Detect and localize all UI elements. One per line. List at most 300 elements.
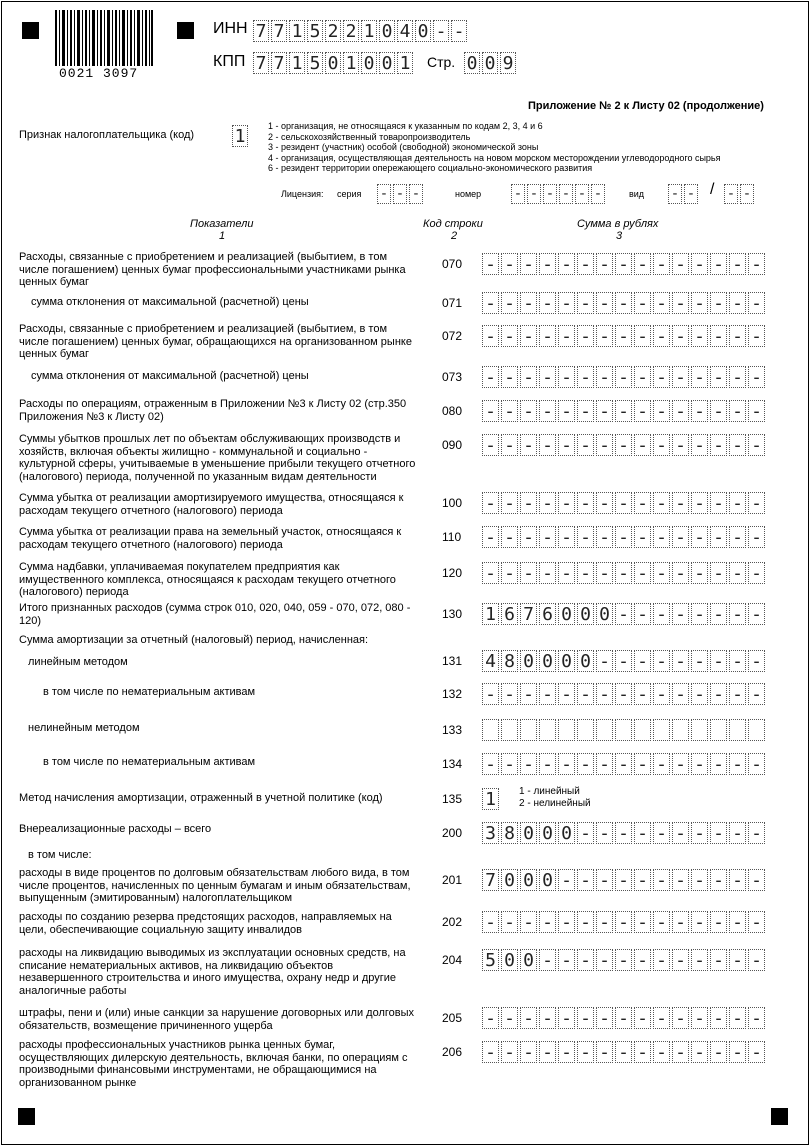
sum-cell: - (501, 526, 518, 548)
row-label: Расходы, связанные с приобретением и реализацией (выбытием, в том числе погашением) ценных бумаг, обращающихся на организованном рынке ценных бумаг (19, 323, 412, 360)
sum-cell: - (672, 822, 689, 844)
taxpayer-options (268, 121, 721, 174)
inn-label: ИНН (213, 20, 248, 37)
license-number-field[interactable] (511, 184, 607, 204)
sum-cell: 0 (520, 650, 537, 672)
sum-cell: - (558, 1041, 575, 1063)
sum-cell: - (710, 1041, 727, 1063)
row-label: в том числе по нематериальным активам (43, 756, 256, 768)
sum-cell (482, 719, 499, 741)
sum-cell: - (653, 526, 670, 548)
row-sum-field[interactable] (482, 1041, 767, 1063)
sum-cell: - (520, 753, 537, 775)
row-code: 070 (442, 257, 463, 271)
sum-cell: - (710, 366, 727, 388)
row-sum-field[interactable] (482, 1007, 767, 1029)
sum-cell: - (634, 492, 651, 514)
cell: 5 (307, 20, 323, 42)
sum-cell: - (634, 562, 651, 584)
sum-cell: - (482, 253, 499, 275)
row-code: 080 (442, 404, 463, 418)
sum-cell: - (729, 292, 746, 314)
sum-cell: - (596, 683, 613, 705)
sum-cell: - (748, 603, 765, 625)
sum-cell: - (672, 683, 689, 705)
sum-cell: - (672, 753, 689, 775)
sum-cell: - (482, 325, 499, 347)
sum-cell: - (729, 325, 746, 347)
row-sum-field[interactable] (482, 492, 767, 514)
sum-cell: - (615, 562, 632, 584)
row-code: 073 (442, 370, 463, 384)
row-label: Расходы, связанные с приобретением и реализацией (выбытием, в том числе погашением) ценных бумаг профессиональными участниками рынка ценных бумаг (19, 251, 406, 288)
license-kind-label: вид (629, 189, 645, 199)
sum-cell: - (672, 869, 689, 891)
sum-cell: - (482, 434, 499, 456)
row-sum-field[interactable] (482, 366, 767, 388)
taxpayer-label: Признак налогоплательщика (код) (19, 129, 195, 141)
sum-cell: - (501, 400, 518, 422)
row-label: расходы в виде процентов по долговым обязательствам любого вида, в том числе процентов, начисленных по ценным бумагам и иным обязательствам, выпущенным (эмитированным) налогоплательщиком (19, 867, 411, 904)
row-label: линейным методом (28, 656, 128, 668)
sum-cell: - (520, 492, 537, 514)
sum-cell: - (672, 492, 689, 514)
row-label: Сумма амортизации за отчетный (налоговый) период, начисленная: (19, 634, 369, 646)
sum-cell: 0 (558, 603, 575, 625)
row-sum-field[interactable] (482, 719, 767, 741)
sum-cell: - (634, 949, 651, 971)
sum-cell: - (653, 492, 670, 514)
corner-marker-top-right (177, 22, 194, 39)
row-sum-field[interactable] (482, 949, 767, 971)
sum-cell: 8 (501, 650, 518, 672)
sum-cell: 0 (539, 822, 556, 844)
sum-cell: - (691, 292, 708, 314)
cell: 1 (361, 20, 377, 42)
row-code: 071 (442, 296, 463, 310)
inn-field[interactable] (253, 20, 469, 42)
sum-cell: - (634, 753, 651, 775)
sum-cell: - (520, 683, 537, 705)
sum-cell: - (596, 292, 613, 314)
sum-cell: - (748, 366, 765, 388)
license-series-field[interactable] (377, 184, 425, 204)
sum-cell: - (615, 492, 632, 514)
sum-cell: - (710, 492, 727, 514)
sum-cell: - (653, 1041, 670, 1063)
sum-cell: - (748, 562, 765, 584)
sum-cell: - (615, 292, 632, 314)
sum-cell: - (710, 562, 727, 584)
row-sum-field[interactable] (482, 822, 767, 844)
sum-cell: - (482, 1041, 499, 1063)
sum-cell (520, 719, 537, 741)
sum-cell: - (482, 400, 499, 422)
sum-cell: - (748, 911, 765, 933)
row-label: Сумма надбавки, уплачиваемая покупателем предприятия как имущественного комплекса, относящаяся к расходам текущего отчетного (налогового) периода (19, 561, 396, 598)
sum-cell: - (615, 603, 632, 625)
sum-cell: 1 (482, 788, 499, 810)
row-label: Суммы убытков прошлых лет по объектам обслуживающих производств и хозяйств, включая объекты жилищно - коммунальной и социально - культурной сферы, учитываемые в уменьшение прибыли текущего отчетного (налогового) периода, полученной по указанным видам деятельности (19, 433, 416, 483)
row-label: Внереализационные расходы – всего (19, 823, 212, 835)
cell: 4 (397, 20, 413, 42)
sum-cell (539, 719, 556, 741)
sum-cell: - (539, 683, 556, 705)
sum-cell: - (710, 822, 727, 844)
row-label: Метод начисления амортизации, отраженный в учетной политике (код) (19, 792, 383, 804)
sum-cell: - (596, 1041, 613, 1063)
license-cell: - (377, 184, 391, 204)
row-code: 135 (442, 792, 463, 806)
barcode (55, 10, 153, 66)
sum-cell (710, 719, 727, 741)
sum-cell: - (558, 434, 575, 456)
row-code: 206 (442, 1045, 463, 1059)
sum-cell: - (615, 683, 632, 705)
row-sum-field[interactable] (482, 434, 767, 456)
kpp-field[interactable] (253, 52, 415, 74)
sum-cell: - (615, 822, 632, 844)
sum-cell: - (691, 1041, 708, 1063)
sum-cell: - (748, 292, 765, 314)
license-cell: - (684, 184, 698, 204)
sum-cell: - (577, 292, 594, 314)
sum-cell: - (501, 911, 518, 933)
sum-cell: - (501, 292, 518, 314)
corner-marker-bottom-left (18, 1108, 35, 1125)
sum-cell: - (539, 526, 556, 548)
taxpayer-option: 6 - резидент территории опережающего социально-экономического развития (268, 163, 593, 174)
sum-cell: - (748, 434, 765, 456)
sum-cell: - (672, 949, 689, 971)
sum-cell: - (577, 911, 594, 933)
sum-cell: - (558, 325, 575, 347)
sum-cell: - (729, 683, 746, 705)
sum-cell: - (672, 253, 689, 275)
row-sum-field[interactable] (482, 325, 767, 347)
sum-cell: - (710, 949, 727, 971)
sum-cell: - (691, 911, 708, 933)
sum-cell: - (729, 869, 746, 891)
sum-cell: - (653, 911, 670, 933)
sum-cell: 0 (520, 869, 537, 891)
row-label: сумма отклонения от максимальной (расчетной) цены (31, 370, 309, 382)
row-code: 134 (442, 757, 463, 771)
sum-cell: - (596, 492, 613, 514)
cell: - (451, 20, 467, 42)
sum-cell: - (615, 911, 632, 933)
sum-cell (596, 719, 613, 741)
sum-cell: - (691, 400, 708, 422)
sum-cell: - (653, 683, 670, 705)
sum-cell: - (596, 562, 613, 584)
sum-cell: - (558, 1007, 575, 1029)
license-cell: - (409, 184, 423, 204)
sum-cell: - (615, 949, 632, 971)
sum-cell: - (729, 492, 746, 514)
sum-cell: - (653, 292, 670, 314)
sum-cell: - (672, 526, 689, 548)
sum-cell: - (501, 562, 518, 584)
sum-cell: - (558, 949, 575, 971)
row-sum-field[interactable] (482, 253, 767, 275)
sum-cell: - (577, 400, 594, 422)
sum-cell: - (558, 526, 575, 548)
sum-cell: - (672, 292, 689, 314)
sum-cell: - (748, 1041, 765, 1063)
sum-cell: - (596, 869, 613, 891)
sum-cell: 0 (539, 869, 556, 891)
sum-cell: 4 (482, 650, 499, 672)
cell: 2 (325, 20, 341, 42)
license-cell: - (740, 184, 754, 204)
sum-cell: - (748, 325, 765, 347)
sum-cell: - (596, 822, 613, 844)
sum-cell: - (672, 562, 689, 584)
sum-cell: - (520, 1007, 537, 1029)
sum-cell: 0 (596, 603, 613, 625)
row-label: расходы на ликвидацию выводимых из эксплуатации основных средств, на списание нематериальных активов, на ликвидацию объектов незавершенного строительства и иного имущества, охрану недр и другие аналогичные работы (19, 947, 406, 997)
sum-cell: - (634, 822, 651, 844)
sum-cell: - (653, 753, 670, 775)
sum-cell: - (748, 400, 765, 422)
sum-cell: - (596, 911, 613, 933)
taxpayer-code-field[interactable] (232, 125, 250, 147)
sum-cell (691, 719, 708, 741)
sum-cell (577, 719, 594, 741)
license-kind-field-2[interactable] (724, 184, 756, 204)
sum-cell: - (748, 650, 765, 672)
sum-cell: - (501, 1041, 518, 1063)
sum-cell: - (748, 869, 765, 891)
sum-cell: - (691, 492, 708, 514)
sum-cell: - (577, 562, 594, 584)
taxpayer-option: 2 - сельскохозяйственный товаропроизводитель (268, 131, 471, 142)
sum-cell: - (634, 1007, 651, 1029)
cell: 1 (343, 52, 359, 74)
row-label: нелинейным методом (28, 722, 140, 734)
sum-cell: - (653, 366, 670, 388)
sum-cell: - (729, 949, 746, 971)
sum-cell: - (615, 434, 632, 456)
sum-cell: - (710, 650, 727, 672)
sum-cell: - (729, 753, 746, 775)
sum-cell: - (653, 822, 670, 844)
sum-cell: - (615, 1007, 632, 1029)
sum-cell: - (691, 753, 708, 775)
row-sum-field[interactable] (482, 562, 767, 584)
row-sum-field[interactable] (482, 683, 767, 705)
sum-cell: - (634, 292, 651, 314)
license-cell: - (575, 184, 589, 204)
row-code: 131 (442, 654, 463, 668)
license-series-label: серия (337, 189, 362, 199)
license-cell: - (668, 184, 682, 204)
sum-cell: - (748, 822, 765, 844)
row-code: 072 (442, 329, 463, 343)
sum-cell: - (615, 650, 632, 672)
license-cell: - (559, 184, 573, 204)
sum-cell: - (729, 400, 746, 422)
sum-cell: 6 (539, 603, 556, 625)
sum-cell: - (634, 253, 651, 275)
sum-cell: - (691, 1007, 708, 1029)
sum-cell: - (634, 434, 651, 456)
sum-cell: - (539, 1007, 556, 1029)
sum-cell: - (577, 869, 594, 891)
sum-cell: - (558, 869, 575, 891)
sum-cell: - (729, 1041, 746, 1063)
cell: 1 (289, 52, 305, 74)
sum-cell: - (691, 434, 708, 456)
row-code: 120 (442, 566, 463, 580)
sum-cell: - (634, 869, 651, 891)
sum-cell: - (482, 366, 499, 388)
sum-cell: - (539, 366, 556, 388)
sum-cell: - (596, 1007, 613, 1029)
sum-cell: - (729, 603, 746, 625)
column-number-2: 2 (451, 230, 458, 242)
sum-cell: 0 (577, 603, 594, 625)
sum-cell: - (577, 949, 594, 971)
row-code: 201 (442, 873, 463, 887)
sum-cell: - (520, 325, 537, 347)
row-code: 202 (442, 915, 463, 929)
cell: 1 (289, 20, 305, 42)
method-legend-1: 1 - линейный (519, 786, 580, 797)
sum-cell: - (729, 562, 746, 584)
license-kind-field-1[interactable] (668, 184, 700, 204)
row-code: 205 (442, 1011, 463, 1025)
sum-cell (501, 719, 518, 741)
sum-cell: - (577, 526, 594, 548)
row-sum-field[interactable] (482, 911, 767, 933)
sum-cell: - (596, 253, 613, 275)
method-legend-2: 2 - нелинейный (519, 798, 591, 809)
sum-cell: - (539, 949, 556, 971)
sum-cell: - (482, 683, 499, 705)
sum-cell: - (653, 1007, 670, 1029)
cell: 0 (361, 52, 377, 74)
sum-cell: - (710, 869, 727, 891)
row-sum-field[interactable] (482, 869, 767, 891)
license-slash: / (710, 181, 715, 198)
sum-cell: - (520, 366, 537, 388)
sum-cell: - (520, 292, 537, 314)
sum-cell: - (748, 949, 765, 971)
sum-cell: - (596, 753, 613, 775)
sum-cell: - (691, 949, 708, 971)
kpp-label: КПП (213, 53, 246, 70)
sum-cell: 0 (520, 822, 537, 844)
sum-cell: - (691, 526, 708, 548)
license-cell: - (527, 184, 541, 204)
sum-cell: - (729, 526, 746, 548)
cell: 9 (500, 52, 516, 74)
sum-cell: - (653, 603, 670, 625)
row-sum-field[interactable] (482, 292, 767, 314)
row-sum-field[interactable] (482, 753, 767, 775)
sum-cell: - (634, 911, 651, 933)
sum-cell: 0 (558, 650, 575, 672)
license-cell: - (543, 184, 557, 204)
license-cell: - (724, 184, 738, 204)
taxpayer-option: 3 - резидент (участник) особой (свободной) экономической зоны (268, 142, 539, 153)
sum-cell: - (577, 492, 594, 514)
sum-cell: - (653, 400, 670, 422)
row-sum-field[interactable] (482, 603, 767, 625)
sum-cell: - (558, 400, 575, 422)
sum-cell: - (634, 1041, 651, 1063)
license-cell: - (511, 184, 525, 204)
sum-cell: - (558, 562, 575, 584)
sum-cell (615, 719, 632, 741)
cell: 7 (253, 20, 269, 42)
row-sum-field[interactable] (482, 788, 501, 810)
row-label: в том числе по нематериальным активам (43, 686, 256, 698)
sum-cell: - (615, 526, 632, 548)
sum-cell: - (710, 253, 727, 275)
cell: 0 (379, 52, 395, 74)
sum-cell: - (558, 911, 575, 933)
sum-cell: - (634, 366, 651, 388)
license-number-label: номер (455, 189, 482, 199)
sum-cell: - (729, 253, 746, 275)
sum-cell: - (482, 492, 499, 514)
row-label: Итого признанных расходов (сумма строк 010, 020, 040, 059 - 070, 072, 080 - 120) (19, 602, 411, 627)
row-sum-field[interactable] (482, 650, 767, 672)
page-number-field[interactable] (464, 52, 518, 74)
cell: 0 (379, 20, 395, 42)
sum-cell: - (596, 325, 613, 347)
sum-cell: 6 (501, 603, 518, 625)
sum-cell: - (634, 325, 651, 347)
sum-cell (558, 719, 575, 741)
sum-cell: - (748, 1007, 765, 1029)
sum-cell: - (539, 253, 556, 275)
sum-cell: - (596, 434, 613, 456)
sum-cell: - (615, 366, 632, 388)
row-label: в том числе: (28, 849, 92, 861)
sum-cell: - (672, 366, 689, 388)
sum-cell: 0 (520, 949, 537, 971)
sum-cell: - (691, 562, 708, 584)
column-header-sum: Сумма в рублях (577, 218, 659, 230)
sum-cell: - (691, 366, 708, 388)
sum-cell: - (615, 1041, 632, 1063)
cell: 0 (482, 52, 498, 74)
sum-cell: 0 (501, 869, 518, 891)
sum-cell: - (615, 753, 632, 775)
sum-cell: - (520, 526, 537, 548)
sum-cell: - (729, 911, 746, 933)
sum-cell: - (501, 434, 518, 456)
column-header-code: Код строки (423, 218, 483, 230)
sum-cell: - (710, 400, 727, 422)
sum-cell: - (653, 949, 670, 971)
sum-cell: - (691, 822, 708, 844)
row-sum-field[interactable] (482, 526, 767, 548)
sum-cell: - (577, 1041, 594, 1063)
row-label: Расходы по операциям, отраженным в Приложении №3 к Листу 02 (стр.350 Приложения №3 к Листу 02) (19, 398, 407, 423)
sum-cell: 0 (577, 650, 594, 672)
sum-cell: - (539, 911, 556, 933)
sum-cell: 7 (482, 869, 499, 891)
sum-cell: - (653, 650, 670, 672)
row-sum-field[interactable] (482, 400, 767, 422)
sum-cell: 0 (501, 949, 518, 971)
sum-cell: - (558, 253, 575, 275)
